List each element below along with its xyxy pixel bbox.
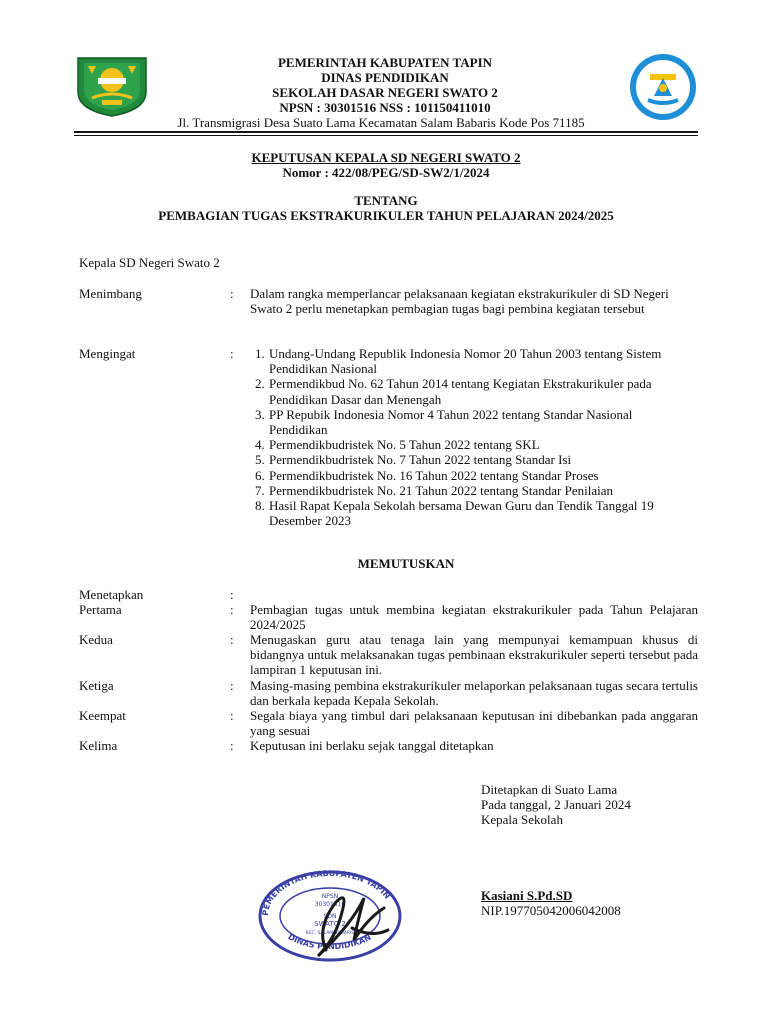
kelima-text: Keputusan ini berlaku sejak tanggal ditetapkan xyxy=(250,738,494,753)
svg-text:SDN: SDN xyxy=(323,913,337,920)
svg-text:SWATO 2: SWATO 2 xyxy=(314,920,346,928)
ketiga-text: Masing-masing pembina ekstrakurikuler melaporkan pelaksanaan tugas secara tertulis dan berkala kepada Kepala Sekolah. xyxy=(250,678,698,709)
decree-number: Nomor : 422/08/PEG/SD-SW2/1/2024 xyxy=(282,165,490,180)
svg-text:30301516: 30301516 xyxy=(314,901,346,908)
list-item: 7. Permendikbudristek No. 21 Tahun 2022 tentang Standar Penilaian xyxy=(268,483,690,498)
ketiga-label: Ketiga xyxy=(79,678,114,693)
tut-wuri-handayani-logo xyxy=(628,52,698,122)
letterhead-address: Jl. Transmigrasi Desa Suato Lama Kecamatan Salam Babaris Kode Pos 71185 xyxy=(177,115,585,130)
pertama-label: Pertama xyxy=(79,602,122,617)
signature-place: Ditetapkan di Suato Lama xyxy=(481,782,618,797)
signature-block xyxy=(481,782,631,828)
kedua-colon: : xyxy=(230,632,234,647)
menimbang-colon: : xyxy=(230,286,234,301)
menimbang-label: Menimbang xyxy=(79,286,142,301)
pertama-text: Pembagian tugas untuk membina kegiatan ekstrakurikuler pada Tahun Pelajaran 2024/2025 xyxy=(250,602,698,633)
menimbang-text: Dalam rangka memperlancar pelaksanaan kegiatan ekstrakurikuler di SD Negeri Swato 2 perlu menetapkan pembagian tugas bagi pembina kegiatan tersebut xyxy=(250,286,669,317)
decree-subject-text: PEMBAGIAN TUGAS EKSTRAKURIKULER TAHUN PELAJARAN 2024/2025 xyxy=(158,208,614,223)
letterhead-agency: DINAS PENDIDIKAN xyxy=(321,70,449,85)
list-item: 3. PP Repubik Indonesia Nomor 4 Tahun 2022 tentang Standar Nasional Pendidikan xyxy=(268,407,690,437)
list-item: 2. Permendikbud No. 62 Tahun 2014 tentang Kegiatan Ekstrakurikuler pada Pendidikan Dasar dan Menengah xyxy=(268,376,690,406)
mengingat-colon: : xyxy=(230,346,234,361)
mengingat-list-wrap xyxy=(250,346,690,528)
keempat-text: Segala biaya yang timbul dari pelaksanaan keputusan ini dibebankan pada anggaran yang sesuai xyxy=(250,708,698,739)
list-item: 8. Hasil Rapat Kepala Sekolah bersama Dewan Guru dan Tendik Tanggal 19 Desember 2023 xyxy=(268,498,690,528)
svg-text:NPSN: NPSN xyxy=(321,893,339,900)
signatory xyxy=(481,888,621,918)
svg-text:KEC. SALAM BABARIS: KEC. SALAM BABARIS xyxy=(305,931,355,936)
mengingat-label: Mengingat xyxy=(79,346,136,361)
kelima-label: Kelima xyxy=(79,738,118,753)
signature-date: Pada tanggal, 2 Januari 2024 xyxy=(481,797,631,813)
decree-tentang: TENTANG xyxy=(354,193,418,208)
kedua-text: Menugaskan guru atau tenaga lain yang mempunyai kemampuan khusus di bidangnya untuk melaksanakan tugas pembinaan ekstrakurikuler seperti tersebut pada lampiran 1 keputusan ini. xyxy=(250,632,698,678)
menetapkan-colon: : xyxy=(230,587,234,602)
list-item: 4. Permendikbudristek No. 5 Tahun 2022 tentang SKL xyxy=(268,437,690,452)
keempat-label: Keempat xyxy=(79,708,126,723)
decree-title xyxy=(74,150,698,180)
list-item: 1. Undang-Undang Republik Indonesia Nomor 20 Tahun 2003 tentang Sistem Pendidikan Nasional xyxy=(268,346,690,376)
issuer: Kepala SD Negeri Swato 2 xyxy=(79,255,220,270)
letterhead-npsn: NPSN : 30301516 NSS : 101150411010 xyxy=(279,100,491,115)
svg-text:DINAS PENDIDIKAN: DINAS PENDIDIKAN xyxy=(286,932,373,952)
letterhead-school: SEKOLAH DASAR NEGERI SWATO 2 xyxy=(272,85,498,100)
letterhead xyxy=(150,55,620,130)
mengingat-list xyxy=(250,346,690,528)
memutuskan-heading: MEMUTUSKAN xyxy=(357,556,455,571)
letterhead-government: PEMERINTAH KABUPATEN TAPIN xyxy=(277,55,493,70)
signatory-nip: NIP.197705042006042008 xyxy=(481,903,621,919)
list-item: 5. Permendikbudristek No. 7 Tahun 2022 tentang Standar Isi xyxy=(268,452,690,467)
decree-subject xyxy=(74,193,698,223)
keempat-colon: : xyxy=(230,708,234,723)
signature-position: Kepala Sekolah xyxy=(481,812,563,828)
decree-main-title: KEPUTUSAN KEPALA SD NEGERI SWATO 2 xyxy=(251,150,521,165)
kedua-label: Kedua xyxy=(79,632,113,647)
list-item: 6. Permendikbudristek No. 16 Tahun 2022 tentang Standar Proses xyxy=(268,468,690,483)
ketiga-colon: : xyxy=(230,678,234,693)
pertama-colon: : xyxy=(230,602,234,617)
letterhead-divider-thick xyxy=(74,131,698,133)
official-stamp-and-signature xyxy=(256,868,406,964)
menetapkan-label: Menetapkan xyxy=(79,587,144,602)
signatory-name: Kasiani S.Pd.SD xyxy=(481,888,573,903)
letterhead-divider-thin xyxy=(74,135,698,136)
svg-text:PEMERINTAH KABUPATEN TAPIN: PEMERINTAH KABUPATEN TAPIN xyxy=(260,868,392,917)
kabupaten-tapin-crest-logo xyxy=(76,52,148,118)
kelima-colon: : xyxy=(230,738,234,753)
